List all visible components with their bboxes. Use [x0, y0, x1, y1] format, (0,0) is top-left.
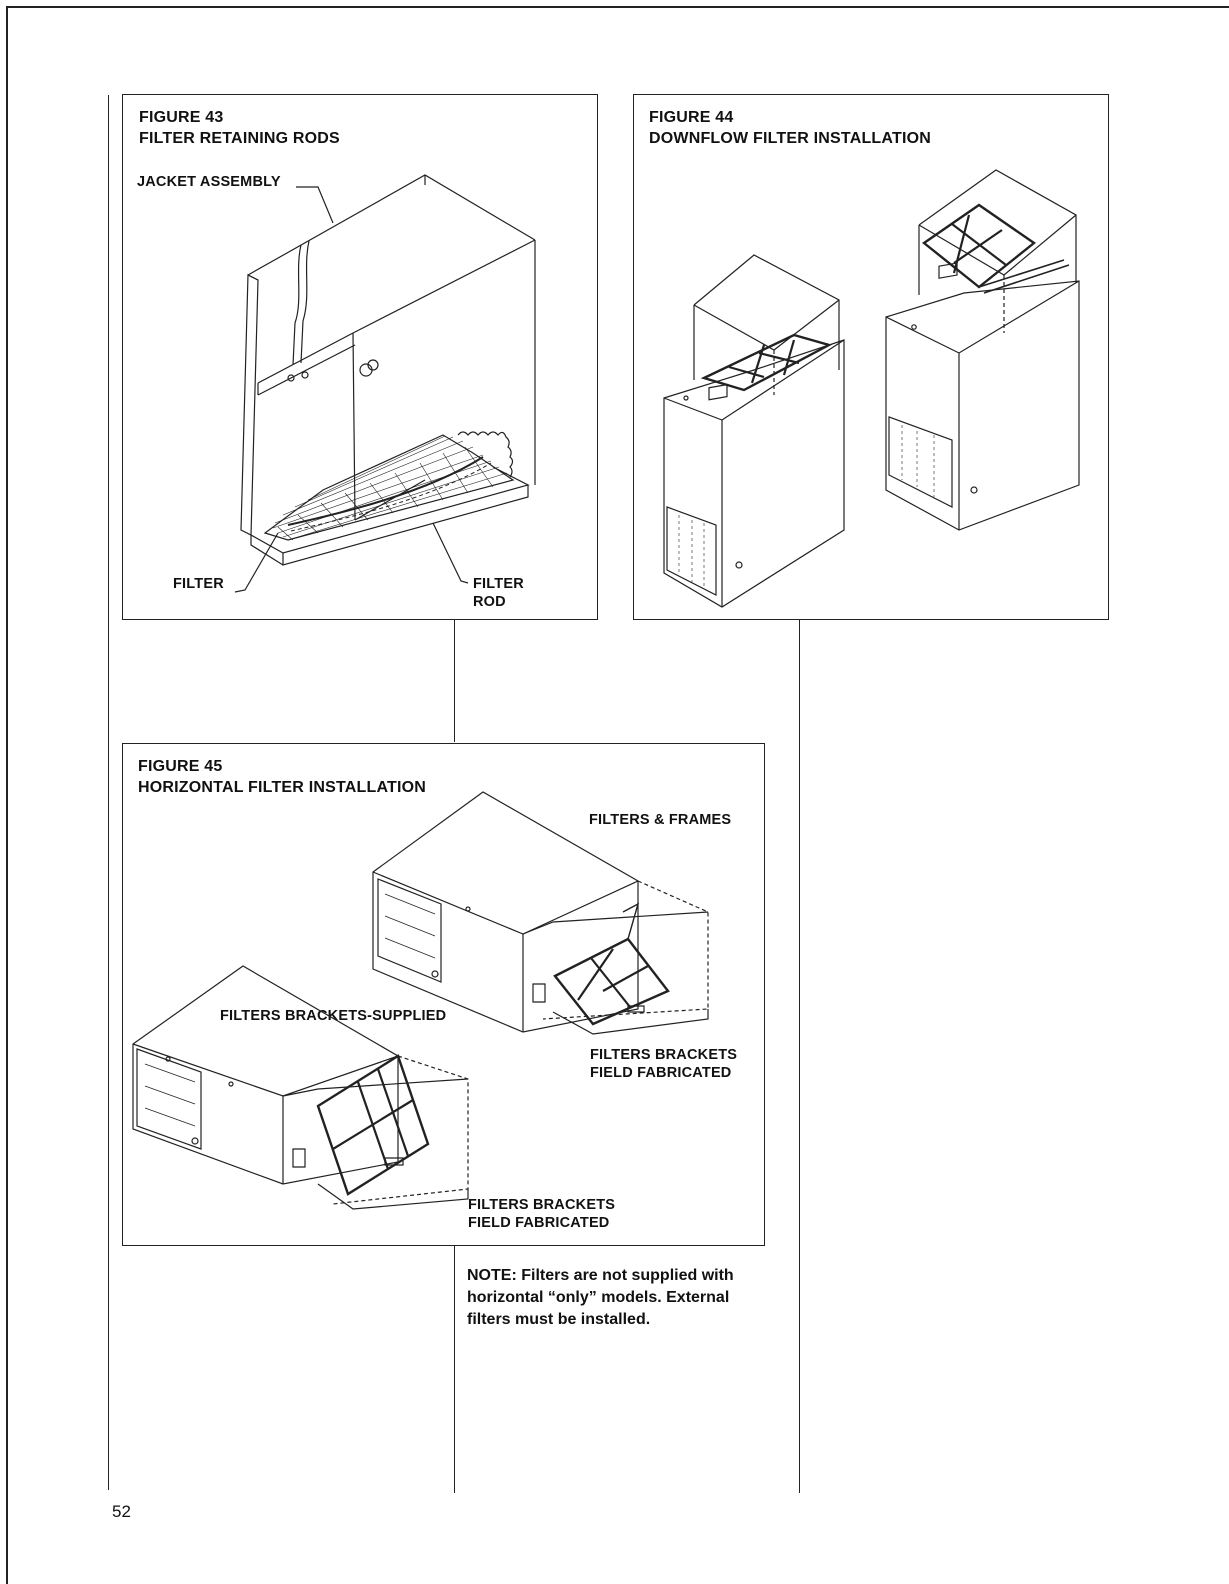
figure-44-frame — [633, 94, 1109, 620]
figure-43-caption: FILTER RETAINING RODS — [139, 130, 340, 147]
label-filters-brackets-field-lower: FILTERS BRACKETS FIELD FABRICATED — [468, 1197, 616, 1231]
horizontal-filter-note: NOTE: Filters are not supplied with horizontal “only” models. External filters must be installed. — [467, 1267, 734, 1328]
label-filter: FILTER — [173, 576, 224, 592]
column-rule-left — [108, 95, 109, 1490]
figure-45-number: FIGURE 45 — [138, 758, 223, 775]
jacket-assembly-drawing — [123, 95, 599, 621]
figure-44-caption: DOWNFLOW FILTER INSTALLATION — [649, 130, 931, 147]
label-filters-brackets-field-upper: FILTERS BRACKETS FIELD FABRICATED — [590, 1047, 738, 1081]
downflow-units-drawing — [634, 95, 1110, 621]
horizontal-units-drawing — [123, 744, 766, 1247]
figure-43-number: FIGURE 43 — [139, 109, 224, 126]
column-rule-right — [799, 620, 800, 1493]
top-border-line — [6, 6, 1229, 8]
figure-43-frame — [122, 94, 598, 620]
figure-45-caption: HORIZONTAL FILTER INSTALLATION — [138, 779, 427, 796]
figure-45-frame — [122, 743, 765, 1246]
column-rule-middle — [454, 620, 455, 742]
label-filter-rod: FILTER ROD — [473, 576, 524, 610]
label-filters-frames: FILTERS & FRAMES — [589, 812, 732, 828]
label-filters-brackets-supplied: FILTERS BRACKETS-SUPPLIED — [220, 1008, 447, 1024]
page-number: 52 — [112, 1502, 131, 1521]
column-rule-middle-lower — [454, 1245, 455, 1493]
label-jacket-assembly: JACKET ASSEMBLY — [137, 174, 281, 190]
figure-44-number: FIGURE 44 — [649, 109, 734, 126]
left-border-line — [6, 6, 8, 1584]
